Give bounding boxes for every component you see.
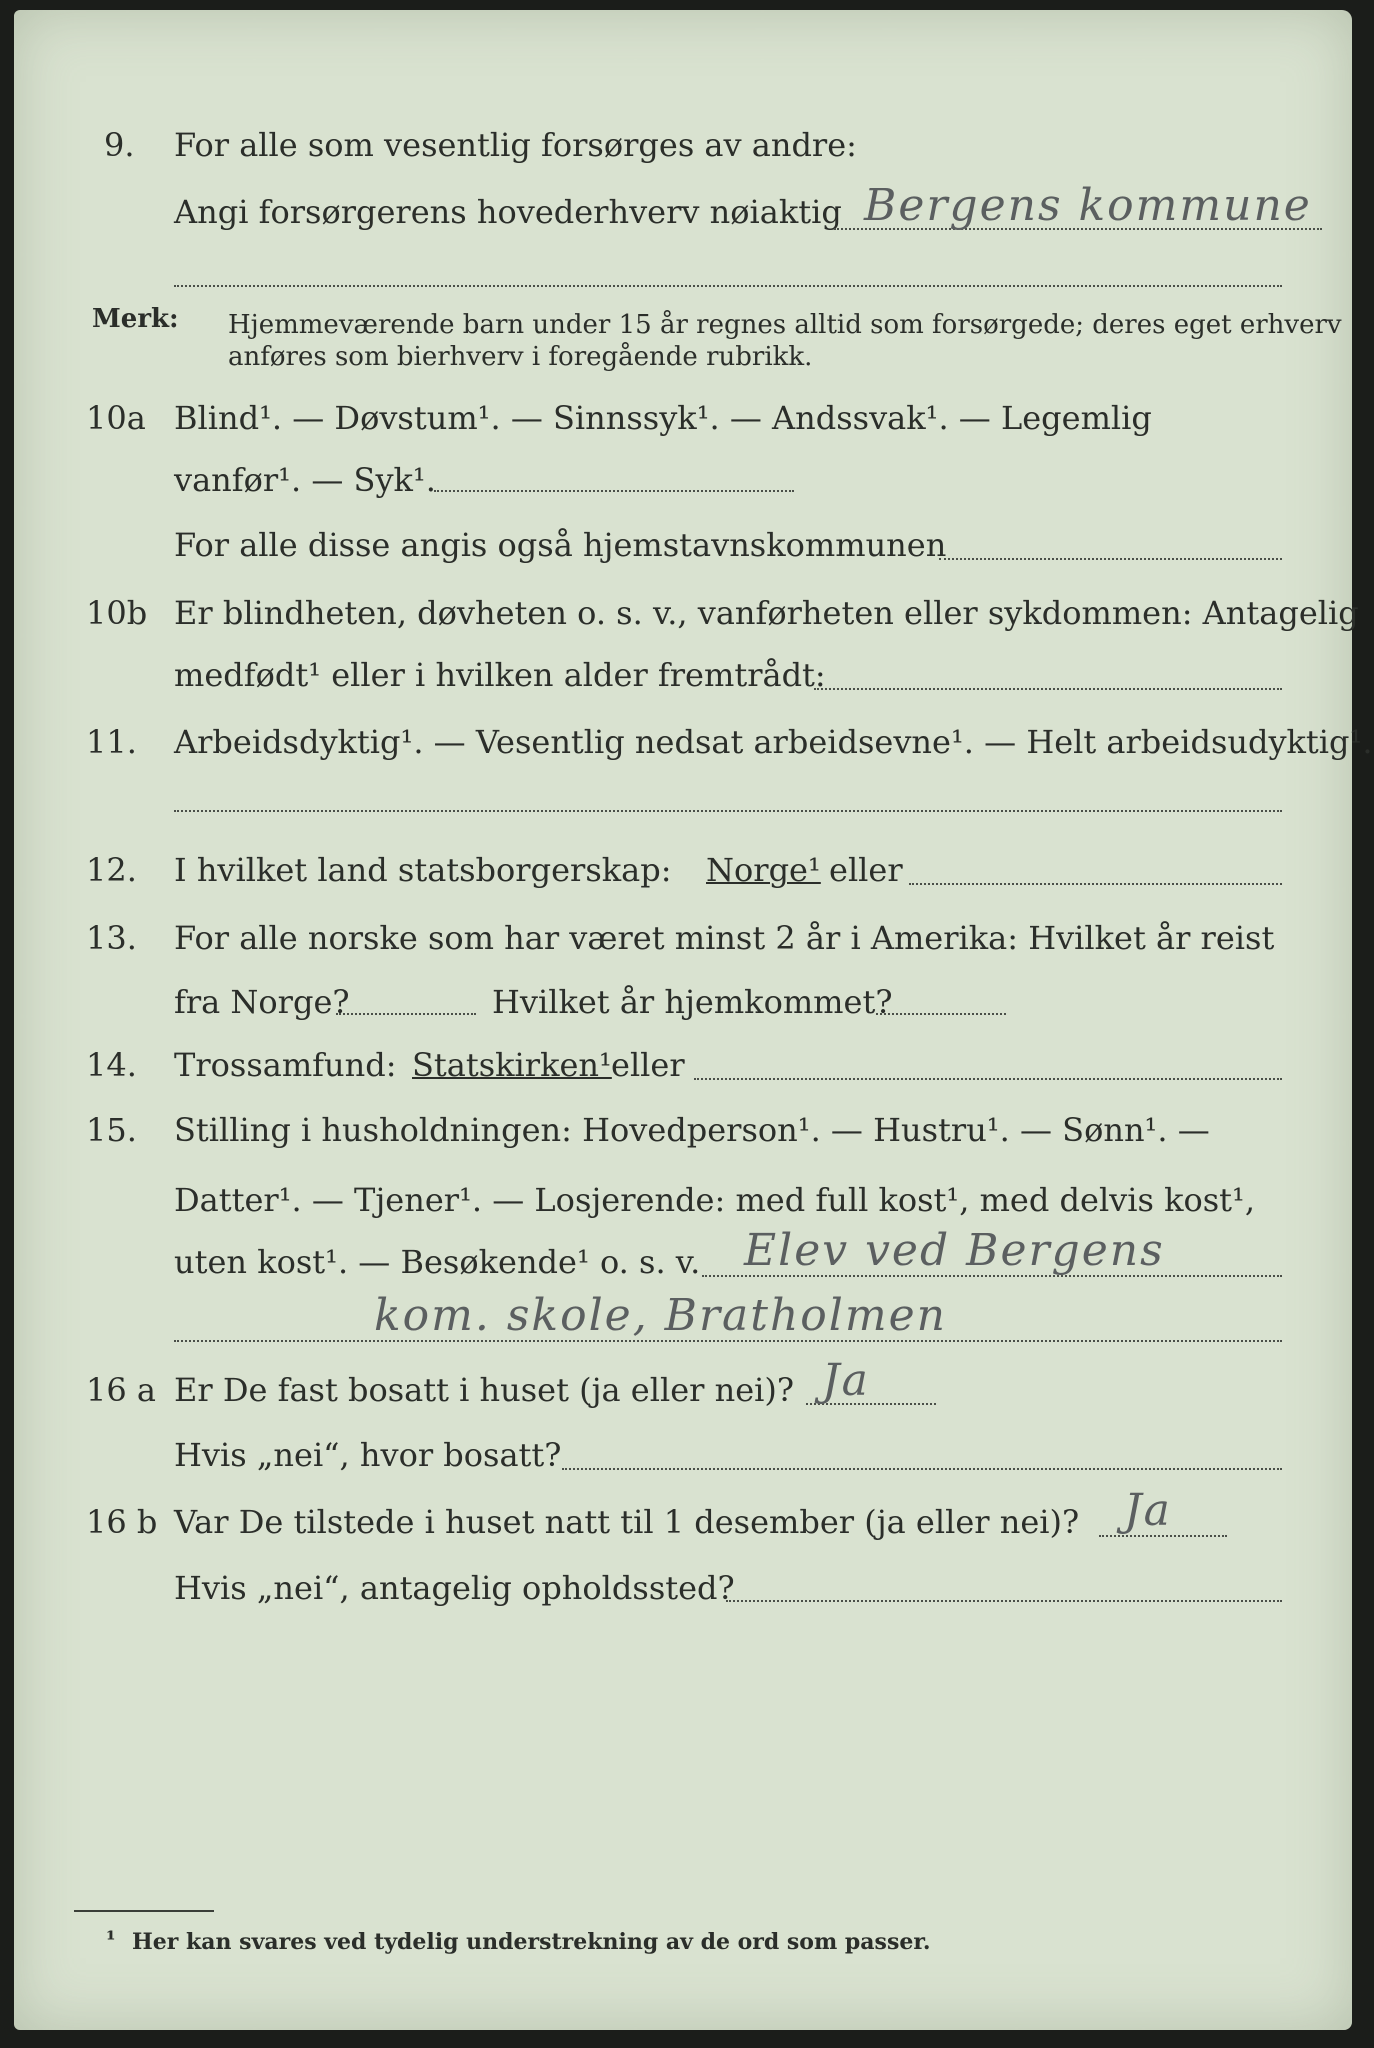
q13-line1: For alle norske som har været minst 2 år i Amerika: Hvilket år reist: [174, 919, 1275, 957]
q15-line3: uten kost¹. — Besøkende¹ o. s. v.: [174, 1243, 701, 1281]
q9-handwritten-answer: Bergens kommune: [864, 180, 1312, 231]
q12-answer-line: [909, 883, 1282, 885]
q13-hjemkommet-line: [876, 1013, 1006, 1015]
q16a-number: 16 a: [86, 1371, 156, 1409]
q13-number: 13.: [86, 919, 137, 957]
q10a-line1: Blind¹. — Døvstum¹. — Sinnssyk¹. — Andssvak¹. — Legemlig: [174, 399, 1152, 437]
q13-line2b: Hvilket år hjemkommet?: [492, 983, 893, 1021]
q15-line2: Datter¹. — Tjener¹. — Losjerende: med full kost¹, med delvis kost¹,: [174, 1181, 1256, 1219]
q10b-line1: Er blindheten, døvheten o. s. v., vanførheten eller sykdommen: Antagelig: [174, 594, 1359, 632]
q13-line2a: fra Norge?: [174, 983, 350, 1021]
merk-line2: anføres som bierhverv i foregående rubrikk.: [228, 342, 813, 372]
q16a-handwritten-answer: Ja: [822, 1355, 870, 1406]
q10a-line3: For alle disse angis også hjemstavnskommunen: [174, 526, 947, 564]
q9-extra-line: [174, 285, 1282, 287]
q9-line1: For alle som vesentlig forsørges av andre:: [174, 126, 857, 164]
q16b-handwritten-answer: Ja: [1124, 1485, 1172, 1536]
q11-extra-line: [174, 810, 1282, 812]
q11-number: 11.: [86, 723, 137, 761]
q13-reist-line: [336, 1013, 476, 1015]
q15-line1: Stilling i husholdningen: Hovedperson¹. — Hustru¹. — Sønn¹. —: [174, 1111, 1210, 1149]
q10b-line2: medfødt¹ eller i hvilken alder fremtrådt:: [174, 656, 826, 694]
footnote-mark: ¹: [106, 1927, 116, 1953]
q12-norge-option: Norge¹: [706, 851, 821, 889]
q14-answer-line: [694, 1078, 1282, 1080]
q14-number: 14.: [86, 1046, 137, 1084]
q16b-number: 16 b: [86, 1503, 158, 1541]
q16b-opholdssted-line: [726, 1600, 1282, 1602]
census-form-page: [14, 10, 1373, 2030]
q9-line2-label: Angi forsørgerens hovederhverv nøiaktig: [174, 193, 842, 231]
q10b-answer-line: [814, 688, 1282, 690]
footnote-text: Her kan svares ved tydelig understrekning av de ord som passer.: [132, 1929, 931, 1955]
q16a-line1: Er De fast bosatt i huset (ja eller nei)?: [174, 1371, 795, 1409]
q10b-number: 10b: [86, 594, 148, 632]
q14-label: Trossamfund:: [174, 1046, 397, 1084]
q12-label: I hvilket land statsborgerskap:: [174, 851, 672, 889]
q15-handwritten-answer2: kom. skole, Bratholmen: [374, 1290, 947, 1341]
q10a-hjemstavn-line: [939, 558, 1282, 560]
q16b-line1: Var De tilstede i huset natt til 1 desember (ja eller nei)?: [174, 1503, 1080, 1541]
q15-number: 15.: [86, 1111, 137, 1149]
q12-eller: eller: [829, 851, 903, 889]
q16b-line2: Hvis „nei“, antagelig opholdssted?: [174, 1569, 735, 1607]
q11-line1: Arbeidsdyktig¹. — Vesentlig nedsat arbeidsevne¹. — Helt arbeidsudyktig¹.: [174, 723, 1373, 761]
merk-label: Merk:: [92, 304, 179, 334]
q15-handwritten-answer1: Elev ved Bergens: [744, 1225, 1165, 1276]
merk-line1: Hjemmeværende barn under 15 år regnes alltid som forsørgede; deres eget erhverv: [228, 310, 1342, 340]
q9-number: 9.: [104, 126, 135, 164]
q14-statskirken-option: Statskirken¹: [412, 1046, 612, 1084]
q16a-line2: Hvis „nei“, hvor bosatt?: [174, 1436, 562, 1474]
footnote-rule: [74, 1910, 214, 1912]
q10a-syk-line: [434, 490, 794, 492]
q10a-number: 10a: [86, 399, 146, 437]
q14-eller: eller: [611, 1046, 685, 1084]
q10a-line2: vanfør¹. — Syk¹.: [174, 461, 436, 499]
q16a-bosatt-line: [562, 1468, 1282, 1470]
q12-number: 12.: [86, 851, 137, 889]
